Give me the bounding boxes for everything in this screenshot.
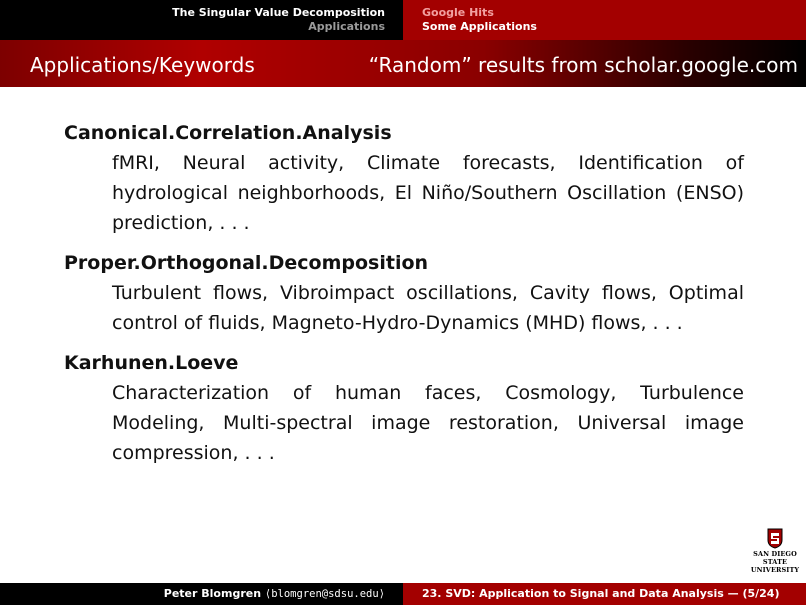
nav-section-list <box>0 0 403 40</box>
nav-section-google-hits[interactable]: Google Hits <box>422 6 494 19</box>
logo-wordmark: SAN DIEGO STATE UNIVERSITY <box>750 550 800 574</box>
term-description: Characterization of human faces, Cosmology, Turbulence Modeling, Multi-spectral image restoration, Universal image compression, . . . <box>112 382 744 464</box>
frame-title: Applications/Keywords <box>30 53 255 77</box>
author-email: ⟨blomgren@sdsu.edu⟩ <box>264 588 385 600</box>
sdsu-seal-icon <box>767 528 783 549</box>
navigation-bar <box>0 0 806 40</box>
footer-talk <box>403 583 806 605</box>
term-description: Turbulent flows, Vibroimpact oscillations, Cavity flows, Optimal control of fluids, Magneto-Hydro-Dynamics (MHD) flows, . . . <box>112 282 744 334</box>
list-item <box>64 348 744 468</box>
list-item <box>64 248 744 338</box>
page-number: — (5/24) <box>727 587 780 600</box>
nav-section-svd[interactable]: The Singular Value Decomposition <box>172 6 385 19</box>
list-item <box>64 118 744 238</box>
talk-title: 23. SVD: Application to Signal and Data Analysis <box>422 587 724 600</box>
term-description: fMRI, Neural activity, Climate forecasts, Identification of hydrological neighborhoods, El Niño/Southern Oscillation (ENSO) prediction, . . . <box>112 152 744 234</box>
term-label: Karhunen.Loeve <box>64 352 239 374</box>
nav-subsection-applications[interactable]: Applications <box>308 20 385 33</box>
footer-author <box>0 583 403 605</box>
description-list <box>64 118 744 478</box>
nav-subsection-list <box>403 0 806 40</box>
frame-title-bar <box>0 40 806 87</box>
nav-subsection-some-applications[interactable]: Some Applications <box>422 20 537 33</box>
term-label: Proper.Orthogonal.Decomposition <box>64 252 429 274</box>
author-name: Peter Blomgren <box>163 587 262 600</box>
university-logo <box>748 528 802 574</box>
footer-bar <box>0 583 806 605</box>
frame-subtitle: “Random” results from scholar.google.com <box>368 53 798 77</box>
term-label: Canonical.Correlation.Analysis <box>64 122 392 144</box>
